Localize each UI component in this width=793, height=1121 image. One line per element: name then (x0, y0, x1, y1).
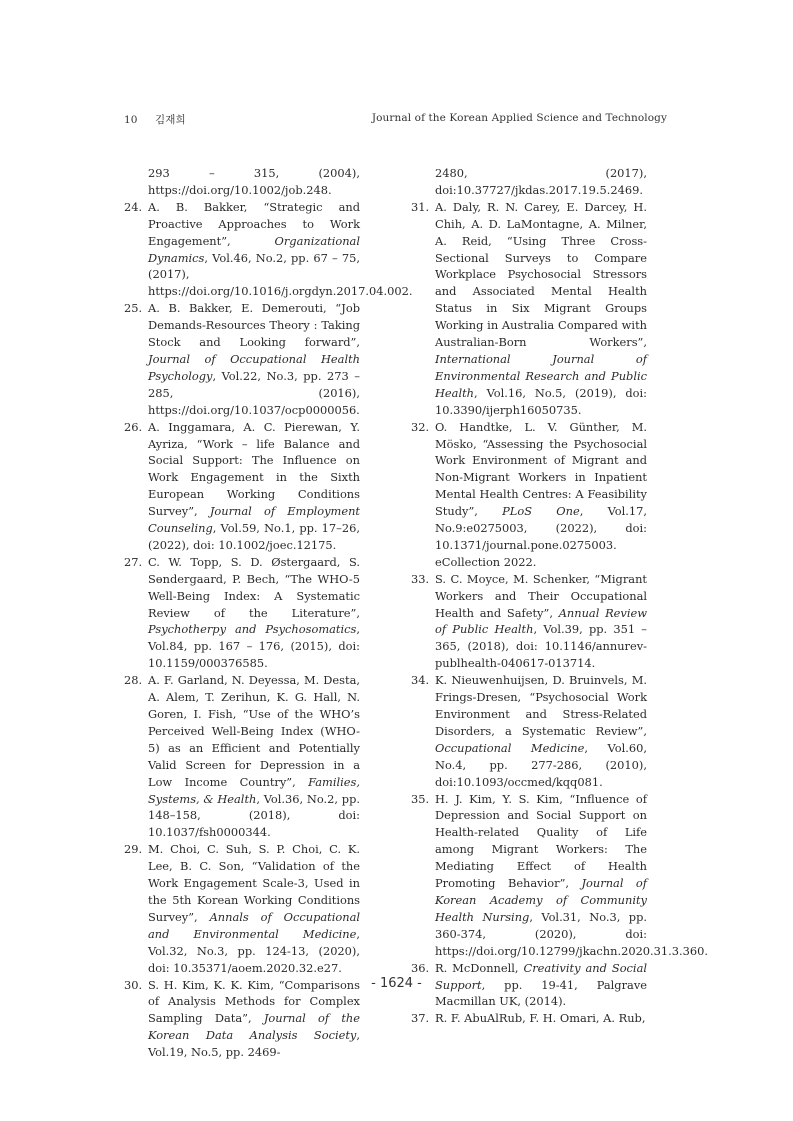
reference-text: , Vol.16, No.5, (2019), doi: 10.3390/ijerph16050735. (435, 385, 647, 417)
reference-entry (124, 841, 360, 976)
reference-text: O. Handtke, L. V. Günther, M. Mösko, “Assessing the Psychosocial Work Environment of Migrant and Non-Migrant Workers in Inpatient Mental Health Centres: A Feasibility Study”, (435, 419, 647, 519)
reference-number: 28. (124, 673, 143, 688)
reference-entry (411, 672, 647, 790)
reference-text: R. McDonnell, (435, 960, 524, 975)
reference-source-title: Journal of the Korean Data Analysis Society (148, 1011, 360, 1043)
reference-entry (124, 672, 360, 841)
reference-entry (411, 419, 647, 571)
reference-text: , Vol.32, No.3, pp. 124-13, (2020), doi: 10.35371/aoem.2020.32.e27. (148, 926, 360, 975)
reference-number: 33. (411, 571, 430, 586)
reference-text: , Vol.46, No.2, pp. 67 – 75, (2017), https://doi.org/10.1016/j.orgdyn.2017.04.002. (148, 250, 413, 299)
reference-source-title: Psychotherpy and Psychosomatics (148, 622, 357, 637)
reference-text: S. H. Kim, K. K. Kim, “Comparisons of Analysis Methods for Complex Sampling Data”, (148, 977, 360, 1026)
page-footer-number: - 1624 - (371, 976, 422, 991)
reference-text: , Vol.60, No.4, pp. 277-286, (2010), doi:10.1093/occmed/kqq081. (435, 740, 647, 789)
reference-number: 25. (124, 301, 143, 316)
reference-text: , Vol.39, pp. 351 – 365, (2018), doi: 10.1146/annurev-publhealth-040617-013714. (435, 622, 647, 671)
reference-number: 24. (124, 199, 143, 214)
reference-source-title: Organizational Dynamics (148, 233, 360, 265)
reference-number: 34. (411, 673, 430, 688)
reference-number: 32. (411, 419, 430, 434)
reference-entry (411, 199, 647, 419)
reference-text: , Vol.17, No.9:e0275003, (2022), doi: 10.1371/journal.pone.0275003. eCollection 2022. (435, 504, 647, 569)
reference-text: A. F. Garland, N. Deyessa, M. Desta, A. Alem, T. Zerihun, K. G. Hall, N. Goren, I. Fish, “Use of the WHO’s Perceived Well-Being Index (WHO-5) as an Efficient and Potentially Valid Screen for Depression in a Low Income Country”, (148, 673, 360, 789)
reference-text: , Vol.31, No.3, pp. 360-374, (2020), doi: https://doi.org/10.12799/jkachn.2020.31.3.360. (435, 909, 709, 958)
reference-source-title: International Journal of Environmental Research and Public Health (435, 351, 647, 400)
reference-number: 27. (124, 554, 143, 569)
reference-source-title: PLoS One (502, 504, 580, 519)
reference-text: A. Inggamara, A. C. Pierewan, Y. Ayriza, “Work – life Balance and Social Support: The Influence on Work Engagement in the Sixth European Working Conditions Survey”, (148, 419, 360, 519)
header-journal-title: Journal of the Korean Applied Science and Technology (371, 112, 667, 124)
reference-text: A. B. Bakker, “Strategic and Proactive Approaches to Work Engagement”, (148, 199, 360, 248)
references-right-column (411, 165, 709, 1027)
reference-source-title: Journal of Korean Academy of Community Health Nursing (435, 876, 648, 924)
reference-text: , Vol.36, No.2, pp. 148–158, (2018), doi: 10.1037/fsh0000344. (148, 791, 360, 840)
header-page-number: 10 (124, 114, 138, 126)
reference-number: 37. (411, 1011, 430, 1026)
reference-entry (124, 554, 360, 672)
reference-text: M. Choi, C. Suh, S. P. Choi, C. K. Lee, B. C. Son, “Validation of the Work Engagement Scale-3, Used in the 5th Korean Working Conditions Survey”, (148, 842, 360, 924)
header-author: 김재희 (155, 114, 186, 126)
reference-entry (124, 199, 413, 300)
reference-text: K. Nieuwenhuijsen, D. Bruinvels, M. Frings-Dresen, “Psychosocial Work Environment and Stress-Related Disorders, a Systematic Review”, (435, 673, 647, 738)
reference-source-title: Creativity and Social Support (435, 960, 648, 992)
reference-source-title: Annual Review of Public Health (435, 605, 647, 637)
reference-text: S. C. Moyce, M. Schenker, “Migrant Workers and Their Occupational Health and Safety”, (435, 571, 647, 620)
reference-source-title: Journal of Occupational Health Psychology (148, 351, 360, 383)
reference-text: , Vol.84, pp. 167 – 176, (2015), doi: 10.1159/000376585. (148, 622, 360, 671)
reference-text: A. Daly, R. N. Carey, E. Darcey, H. Chih, A. D. LaMontagne, A. Milner, A. Reid, “Using Three Cross-Sectional Surveys to Compare Workplace Psychosocial Stressors and Associated Mental Health Status in Six Migrant Groups Working in Australia Compared with Australian-Born Workers”, (435, 199, 647, 350)
reference-entry (124, 300, 360, 418)
reference-number: 31. (411, 199, 430, 214)
reference-number: 29. (124, 842, 143, 857)
reference-text: , Vol.19, No.5, pp. 2469- (148, 1028, 360, 1060)
reference-text: R. F. AbuAlRub, F. H. Omari, A. Rub, (435, 1011, 646, 1026)
reference-source-title: Journal of Employment Counseling (148, 504, 360, 536)
reference-number: 36. (411, 960, 430, 975)
reference-entry (124, 419, 360, 554)
reference-source-title: Annals of Occupational and Environmental Medicine (148, 909, 361, 941)
reference-source-title: Occupational Medicine (435, 740, 585, 755)
reference-text: , pp. 19-41, Palgrave Macmillan UK, (2014). (435, 977, 647, 1009)
reference-text: 2480, (2017), doi:10.37727/jkdas.2017.19.5.2469. (435, 166, 647, 197)
reference-entry (411, 165, 647, 199)
reference-entry (411, 571, 647, 672)
reference-number: 26. (124, 419, 143, 434)
reference-source-title: Families, Systems, & Health (148, 774, 360, 806)
reference-text: C. W. Topp, S. D. Østergaard, S. Sөndergaard, P. Bech, “The WHO-5 Well-Being Index: A Systematic Review of the Literature”, (148, 554, 360, 620)
reference-number: 35. (411, 791, 430, 806)
reference-entry (411, 1010, 647, 1027)
running-header-left (124, 112, 186, 127)
reference-text: , Vol.59, No.1, pp. 17–26, (2022), doi: 10.1002/joec.12175. (148, 521, 360, 552)
reference-entry (124, 165, 360, 199)
reference-entry (411, 791, 709, 960)
reference-text: 293 – 315, (2004), https://doi.org/10.1002/job.248. (148, 166, 360, 197)
reference-text: , Vol.22, No.3, pp. 273 – 285, (2016), https://doi.org/10.1037/ocp0000056. (148, 368, 360, 417)
reference-text: H. J. Kim, Y. S. Kim, “Influence of Depression and Social Support on Health-related Quality of Life among Migrant Workers: The Mediating Effect of Health Promoting Behavior”, (435, 791, 647, 891)
reference-number: 30. (124, 977, 143, 992)
reference-text: A. B. Bakker, E. Demerouti, “Job Demands-Resources Theory : Taking Stock and Looking forward”, (148, 301, 360, 350)
